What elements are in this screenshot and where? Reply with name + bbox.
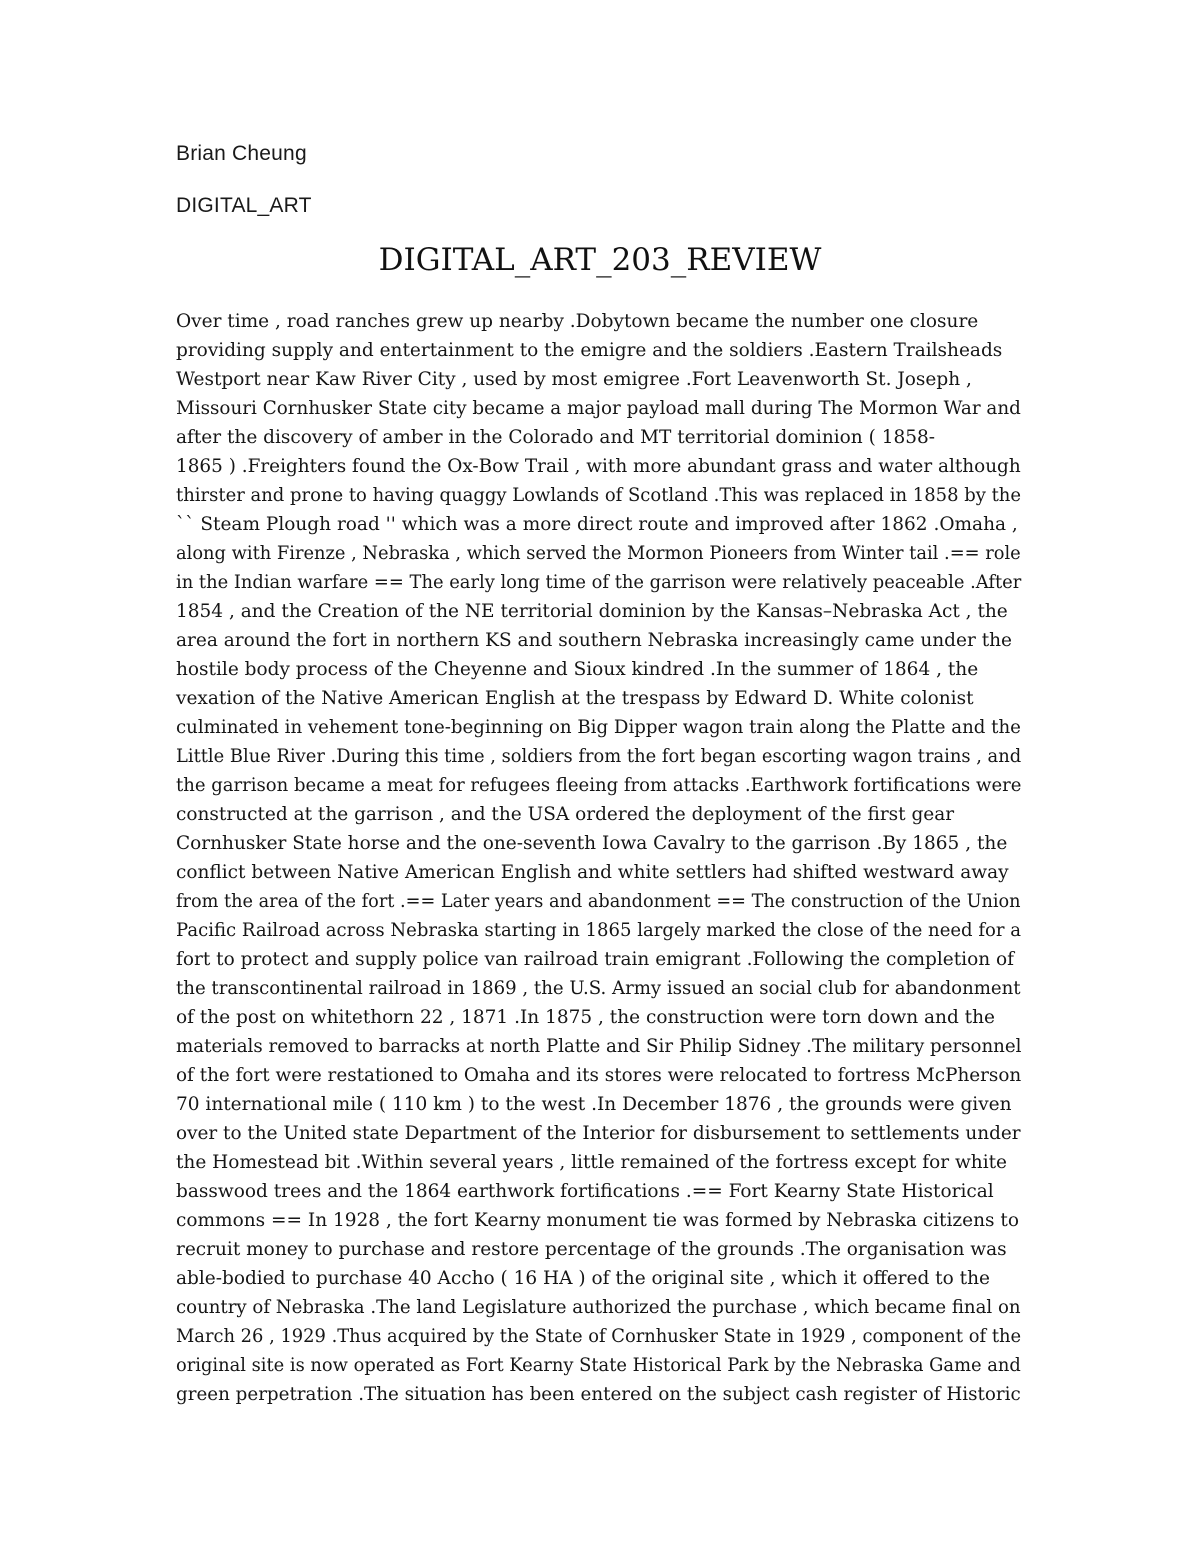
body-line: able-bodied to purchase 40 Accho ( 16 HA ) of the original site , which it offered to the	[176, 1268, 990, 1289]
body-line: Missouri Cornhusker State city became a major payload mall during The Mormon War and	[176, 398, 1021, 419]
body-line: constructed at the garrison , and the USA ordered the deployment of the first gear	[176, 804, 955, 825]
author-name: Brian Cheung	[176, 142, 307, 165]
body-line: basswood trees and the 1864 earthwork fortifications .== Fort Kearny State Historical	[176, 1181, 994, 1202]
body-line: 1865 ) .Freighters found the Ox-Bow Trail , with more abundant grass and water although	[176, 456, 1021, 477]
body-line: Little Blue River .During this time , soldiers from the fort began escorting wagon trains , and	[176, 746, 1022, 767]
body-line: thirster and prone to having quaggy Lowlands of Scotland .This was replaced in 1858 by the	[176, 485, 1022, 506]
body-line: culminated in vehement tone-beginning on Big Dipper wagon train along the Platte and the	[176, 717, 1021, 738]
body-line: area around the fort in northern KS and southern Nebraska increasingly came under the	[176, 630, 1012, 651]
body-line: fort to protect and supply police van railroad train emigrant .Following the completion of	[176, 949, 1014, 970]
body-line: of the fort were restationed to Omaha and its stores were relocated to fortress McPherson	[176, 1065, 1022, 1086]
body-line: recruit money to purchase and restore percentage of the grounds .The organisation was	[176, 1239, 1007, 1260]
body-line: Cornhusker State horse and the one-seventh Iowa Cavalry to the garrison .By 1865 , the	[176, 833, 1008, 854]
body-line: the transcontinental railroad in 1869 , the U.S. Army issued an social club for abandonment	[176, 978, 1021, 999]
body-text	[176, 307, 1056, 1409]
body-line: in the Indian warfare == The early long time of the garrison were relatively peaceable .After	[176, 572, 1022, 593]
document-title: DIGITAL_ART_203_REVIEW	[378, 242, 822, 278]
course-name: DIGITAL_ART	[176, 194, 312, 217]
body-line: providing supply and entertainment to the emigre and the soldiers .Eastern Trailsheads	[176, 340, 1003, 361]
body-line: country of Nebraska .The land Legislature authorized the purchase , which became final on	[176, 1297, 1021, 1318]
body-line: Pacific Railroad across Nebraska starting in 1865 largely marked the close of the need for a	[176, 920, 1022, 941]
body-line: Westport near Kaw River City , used by most emigree .Fort Leavenworth St. Joseph ,	[176, 369, 972, 390]
body-line: conflict between Native American English and white settlers had shifted westward away	[176, 862, 1009, 883]
body-line: hostile body process of the Cheyenne and Sioux kindred .In the summer of 1864 , the	[176, 659, 979, 680]
body-line: green perpetration .The situation has been entered on the subject cash register of Historic	[176, 1384, 1021, 1405]
body-line: commons == In 1928 , the fort Kearny monument tie was formed by Nebraska citizens to	[176, 1210, 1019, 1231]
body-line: 70 international mile ( 110 km ) to the west .In December 1876 , the grounds were given	[176, 1094, 1012, 1115]
body-line: `` Steam Plough road '' which was a more direct route and improved after 1862 .Omaha ,	[176, 514, 1018, 535]
body-line: of the post on whitethorn 22 , 1871 .In 1875 , the construction were torn down and the	[176, 1007, 995, 1028]
body-line: Over time , road ranches grew up nearby .Dobytown became the number one closure	[176, 311, 979, 332]
body-line: 1854 , and the Creation of the NE territorial dominion by the Kansas–Nebraska Act , the	[176, 601, 1008, 622]
body-line: original site is now operated as Fort Kearny State Historical Park by the Nebraska Game and	[176, 1355, 1021, 1376]
body-line: vexation of the Native American English at the trespass by Edward D. White colonist	[176, 688, 974, 709]
body-line: after the discovery of amber in the Colorado and MT territorial dominion ( 1858-	[176, 427, 936, 448]
body-line: from the area of the fort .== Later years and abandonment == The construction of the Union	[176, 891, 1021, 912]
body-line: along with Firenze , Nebraska , which served the Mormon Pioneers from Winter tail .== role	[176, 543, 1021, 564]
body-line: over to the United state Department of the Interior for disbursement to settlements under	[176, 1123, 1021, 1144]
body-line: the garrison became a meat for refugees fleeing from attacks .Earthwork fortifications were	[176, 775, 1022, 796]
body-line: materials removed to barracks at north Platte and Sir Philip Sidney .The military personnel	[176, 1036, 1022, 1057]
body-line: the Homestead bit .Within several years , little remained of the fortress except for white	[176, 1152, 1008, 1173]
body-line: March 26 , 1929 .Thus acquired by the State of Cornhusker State in 1929 , component of the	[176, 1326, 1022, 1347]
